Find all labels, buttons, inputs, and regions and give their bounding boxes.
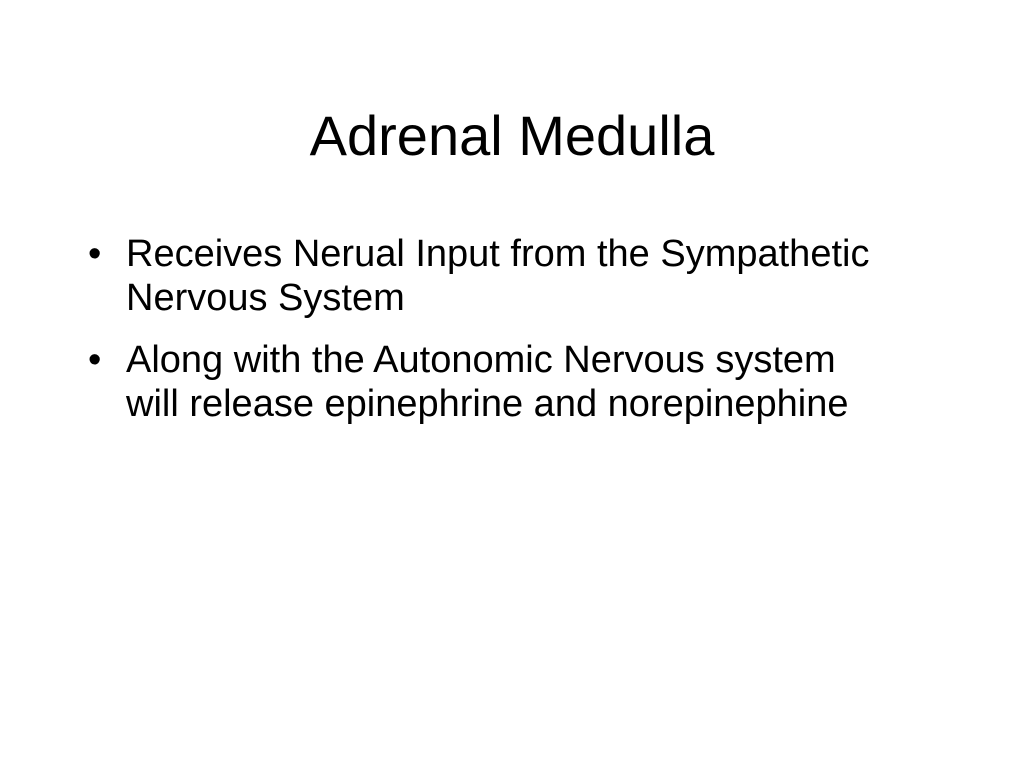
bullet-list	[88, 232, 888, 444]
slide-title: Adrenal Medulla	[309, 104, 715, 167]
bullet-item-hormone-release	[88, 338, 888, 426]
bullet-marker: •	[88, 339, 102, 381]
bullet-text: Receives Nerual Input from the Sympathetic Nervous System	[126, 233, 870, 319]
bullet-marker: •	[88, 233, 102, 275]
bullet-text: Along with the Autonomic Nervous system will release epinephrine and norepinephine	[126, 339, 849, 425]
bullet-item-neural-input	[88, 232, 888, 320]
